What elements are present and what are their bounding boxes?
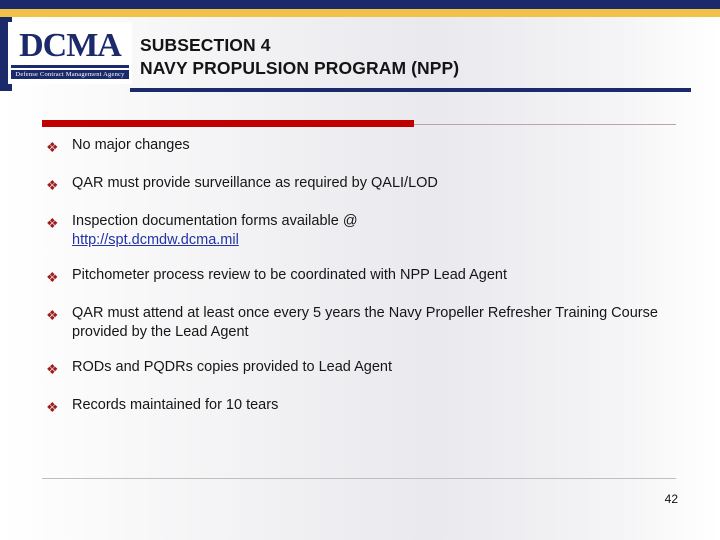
dcma-logo (8, 22, 132, 84)
diamond-bullet-icon: ❖ (46, 139, 59, 155)
page-title (140, 34, 700, 80)
list-item-text-lead: Inspection documentation forms available @ (72, 213, 358, 229)
list-item-text (72, 212, 686, 250)
list-item-text: QAR must attend at least once every 5 years the Navy Propeller Refresher Training Course provided by the Lead Agent (72, 305, 658, 340)
list-item (46, 396, 686, 418)
diamond-bullet-icon: ❖ (46, 215, 59, 231)
top-navy-bar (0, 0, 720, 9)
list-item (46, 174, 686, 196)
list-item-text: RODs and PQDRs copies provided to Lead Agent (72, 359, 392, 375)
list-item-text: QAR must provide surveillance as required by QALI/LOD (72, 175, 438, 191)
diamond-bullet-icon: ❖ (46, 177, 59, 193)
diamond-bullet-icon: ❖ (46, 399, 59, 415)
bullet-list (46, 136, 686, 434)
top-gold-bar (0, 9, 720, 17)
list-item (46, 212, 686, 250)
dcma-wordmark: DCMA (19, 26, 121, 64)
title-line-1: SUBSECTION 4 (140, 35, 271, 55)
logo-rule (11, 65, 129, 68)
spt-dcmdw-link[interactable]: http://spt.dcmdw.dcma.mil (72, 232, 239, 248)
diamond-bullet-icon: ❖ (46, 361, 59, 377)
list-item (46, 358, 686, 380)
title-line-2: NAVY PROPULSION PROGRAM (NPP) (140, 58, 460, 78)
agency-name: Defense Contract Management Agency (11, 70, 128, 79)
diamond-bullet-icon: ❖ (46, 269, 59, 285)
list-item-text: No major changes (72, 137, 190, 153)
page-number: 42 (664, 492, 678, 506)
divider-red (42, 120, 414, 127)
divider-bottom (42, 478, 676, 479)
list-item-text: Records maintained for 10 tears (72, 397, 279, 413)
list-item-text: Pitchometer process review to be coordinated with NPP Lead Agent (72, 267, 507, 283)
list-item (46, 136, 686, 158)
diamond-bullet-icon: ❖ (46, 307, 59, 323)
list-item (46, 266, 686, 288)
list-item (46, 304, 686, 342)
title-underline (130, 88, 691, 92)
